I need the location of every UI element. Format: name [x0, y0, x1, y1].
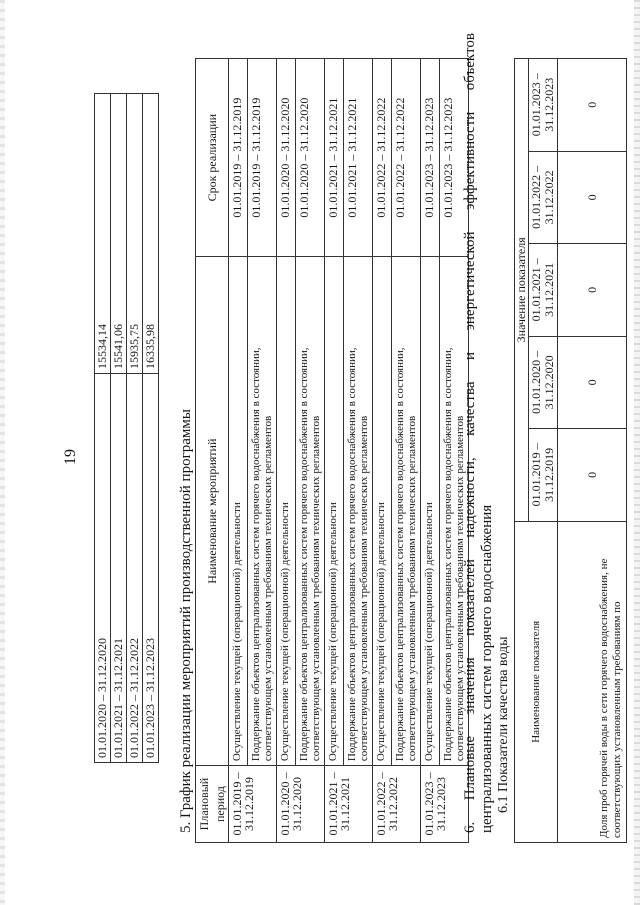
- schedule-period: 01.01.2023 – 31.12.2023: [421, 766, 469, 843]
- schedule-row: [344, 59, 373, 843]
- schedule-activity: Поддержание объектов централизованных систем горячего водоснабжения в состоянии, соответствующем установленным требованиям технических регламентов: [392, 257, 421, 766]
- section-6-heading-word: Плановые: [462, 735, 478, 801]
- schedule-row: [392, 59, 421, 843]
- sums-period: 01.01.2021 – 31.12.2021: [111, 374, 127, 763]
- schedule-row: [421, 59, 440, 843]
- indicator-year: 01.01.2019 – 31.12.2019: [529, 429, 558, 522]
- sums-value: 16335,98: [143, 94, 159, 374]
- sums-value: 15534,14: [95, 94, 111, 374]
- schedule-activity: Поддержание объектов централизованных систем горячего водоснабжения в состоянии, соответствующем установленным требованиям технических регламентов: [248, 257, 277, 766]
- indicator-year: 01.01.2020 – 31.12.2020: [529, 336, 558, 429]
- schedule-term: 01.01.2020 – 31.12.2020: [296, 59, 325, 257]
- section-6-heading-word: эффективности: [462, 111, 478, 210]
- col-indicator-name: Наименование показателя: [515, 521, 558, 842]
- schedule-term: 01.01.2023 – 31.12.2023: [421, 59, 440, 257]
- section-6-heading-word: 6.: [462, 821, 478, 833]
- col-activity-name: Наименование мероприятий: [196, 257, 229, 766]
- sums-row: [95, 94, 111, 763]
- section-6-heading-word: значения: [462, 657, 478, 715]
- sums-period: 01.01.2023 – 31.12.2023: [143, 374, 159, 763]
- schedule-row: [373, 59, 392, 843]
- schedule-row: [229, 59, 248, 843]
- section-6-1-heading: 6.1 Показатели качества воды: [496, 636, 511, 813]
- indicator-value: 0: [558, 151, 627, 244]
- section-6-heading-line1: [462, 33, 479, 833]
- schedule-term: 01.01.2022 – 31.12.2022: [373, 59, 392, 257]
- indicators-value-row: [558, 59, 627, 843]
- schedule-activity: Поддержание объектов централизованных систем горячего водоснабжения в состоянии, соответствующем установленным требованиям технических регламентов: [296, 257, 325, 766]
- schedule-term: 01.01.2019 – 31.12.2019: [248, 59, 277, 257]
- indicator-name: Доля проб горячей воды в сети горячего водоснабжения, не соответствующих установленным требованиям по: [558, 521, 627, 842]
- col-term: Срок реализации: [196, 59, 229, 257]
- schedule-term: 01.01.2023 – 31.12.2023: [440, 59, 469, 257]
- section-6-heading: [462, 33, 496, 833]
- schedule-row: [296, 59, 325, 843]
- indicators-header-row: [515, 59, 529, 843]
- schedule-term: 01.01.2019 – 31.12.2019: [229, 59, 248, 257]
- sums-row: [143, 94, 159, 763]
- schedule-row: [277, 59, 296, 843]
- sums-table: [94, 93, 159, 763]
- schedule-term: 01.01.2020 – 31.12.2020: [277, 59, 296, 257]
- sums-row: [127, 94, 143, 763]
- schedule-period: 01.01.2020 – 31.12.2020: [277, 766, 325, 843]
- schedule-term: 01.01.2022 – 31.12.2022: [392, 59, 421, 257]
- schedule-activity: Поддержание объектов централизованных систем горячего водоснабжения в состоянии, соответствующем установленным требованиям технических регламентов: [440, 257, 469, 766]
- sums-row: [111, 94, 127, 763]
- col-planned-period: Плановый период: [196, 766, 229, 843]
- page-number: 19: [62, 449, 79, 465]
- section-6-heading-line2: централизованных систем горячего водоснабжения: [479, 504, 495, 833]
- schedule-activity: Поддержание объектов централизованных систем горячего водоснабжения в состоянии, соответствующем установленным требованиям технических регламентов: [344, 257, 373, 766]
- schedule-header-row: [196, 59, 229, 843]
- section-6-heading-word: качества: [462, 381, 478, 436]
- schedule-activity: Осуществление текущей (операционной) деятельности: [229, 257, 248, 766]
- indicator-value: 0: [558, 59, 627, 152]
- schedule-row: [325, 59, 344, 843]
- schedule-period: 01.01.2022 – 31.12.2022: [373, 766, 421, 843]
- sums-value: 15935,75: [127, 94, 143, 374]
- section-6-heading-word: показателей: [462, 559, 478, 636]
- section-6-heading-word: и: [462, 351, 478, 361]
- schedule-period: 01.01.2019 – 31.12.2019: [229, 766, 277, 843]
- schedule-table: [195, 58, 469, 843]
- schedule-term: 01.01.2021 – 31.12.2021: [325, 59, 344, 257]
- indicator-year: 01.01.2021 – 31.12.2021: [529, 244, 558, 337]
- schedule-period: 01.01.2021 – 31.12.2021: [325, 766, 373, 843]
- schedule-activity: Осуществление текущей (операционной) деятельности: [373, 257, 392, 766]
- schedule-term: 01.01.2021 – 31.12.2021: [344, 59, 373, 257]
- section-6-heading-word: надежности,: [462, 457, 478, 538]
- sums-period: 01.01.2020 – 31.12.2020: [95, 374, 111, 763]
- indicator-value: 0: [558, 244, 627, 337]
- indicators-table: [514, 58, 627, 843]
- section-6-heading-word: энергетической: [462, 231, 478, 331]
- sums-period: 01.01.2022 – 31.12.2022: [127, 374, 143, 763]
- schedule-row: [248, 59, 277, 843]
- section-6-heading-word: объектов: [462, 33, 478, 91]
- indicator-year: 01.01.2023 – 31.12.2023: [529, 59, 558, 152]
- indicator-value: 0: [558, 336, 627, 429]
- schedule-activity: Осуществление текущей (операционной) деятельности: [325, 257, 344, 766]
- schedule-activity: Осуществление текущей (операционной) деятельности: [277, 257, 296, 766]
- indicator-value: 0: [558, 429, 627, 522]
- schedule-activity: Осуществление текущей (операционной) деятельности: [421, 257, 440, 766]
- section-5-heading: 5. График реализации мероприятий производственной программы: [178, 409, 194, 833]
- col-indicator-value: Значение показателя: [515, 59, 529, 522]
- sums-value: 15541,06: [111, 94, 127, 374]
- indicator-year: 01.01.2022 – 31.12.2022: [529, 151, 558, 244]
